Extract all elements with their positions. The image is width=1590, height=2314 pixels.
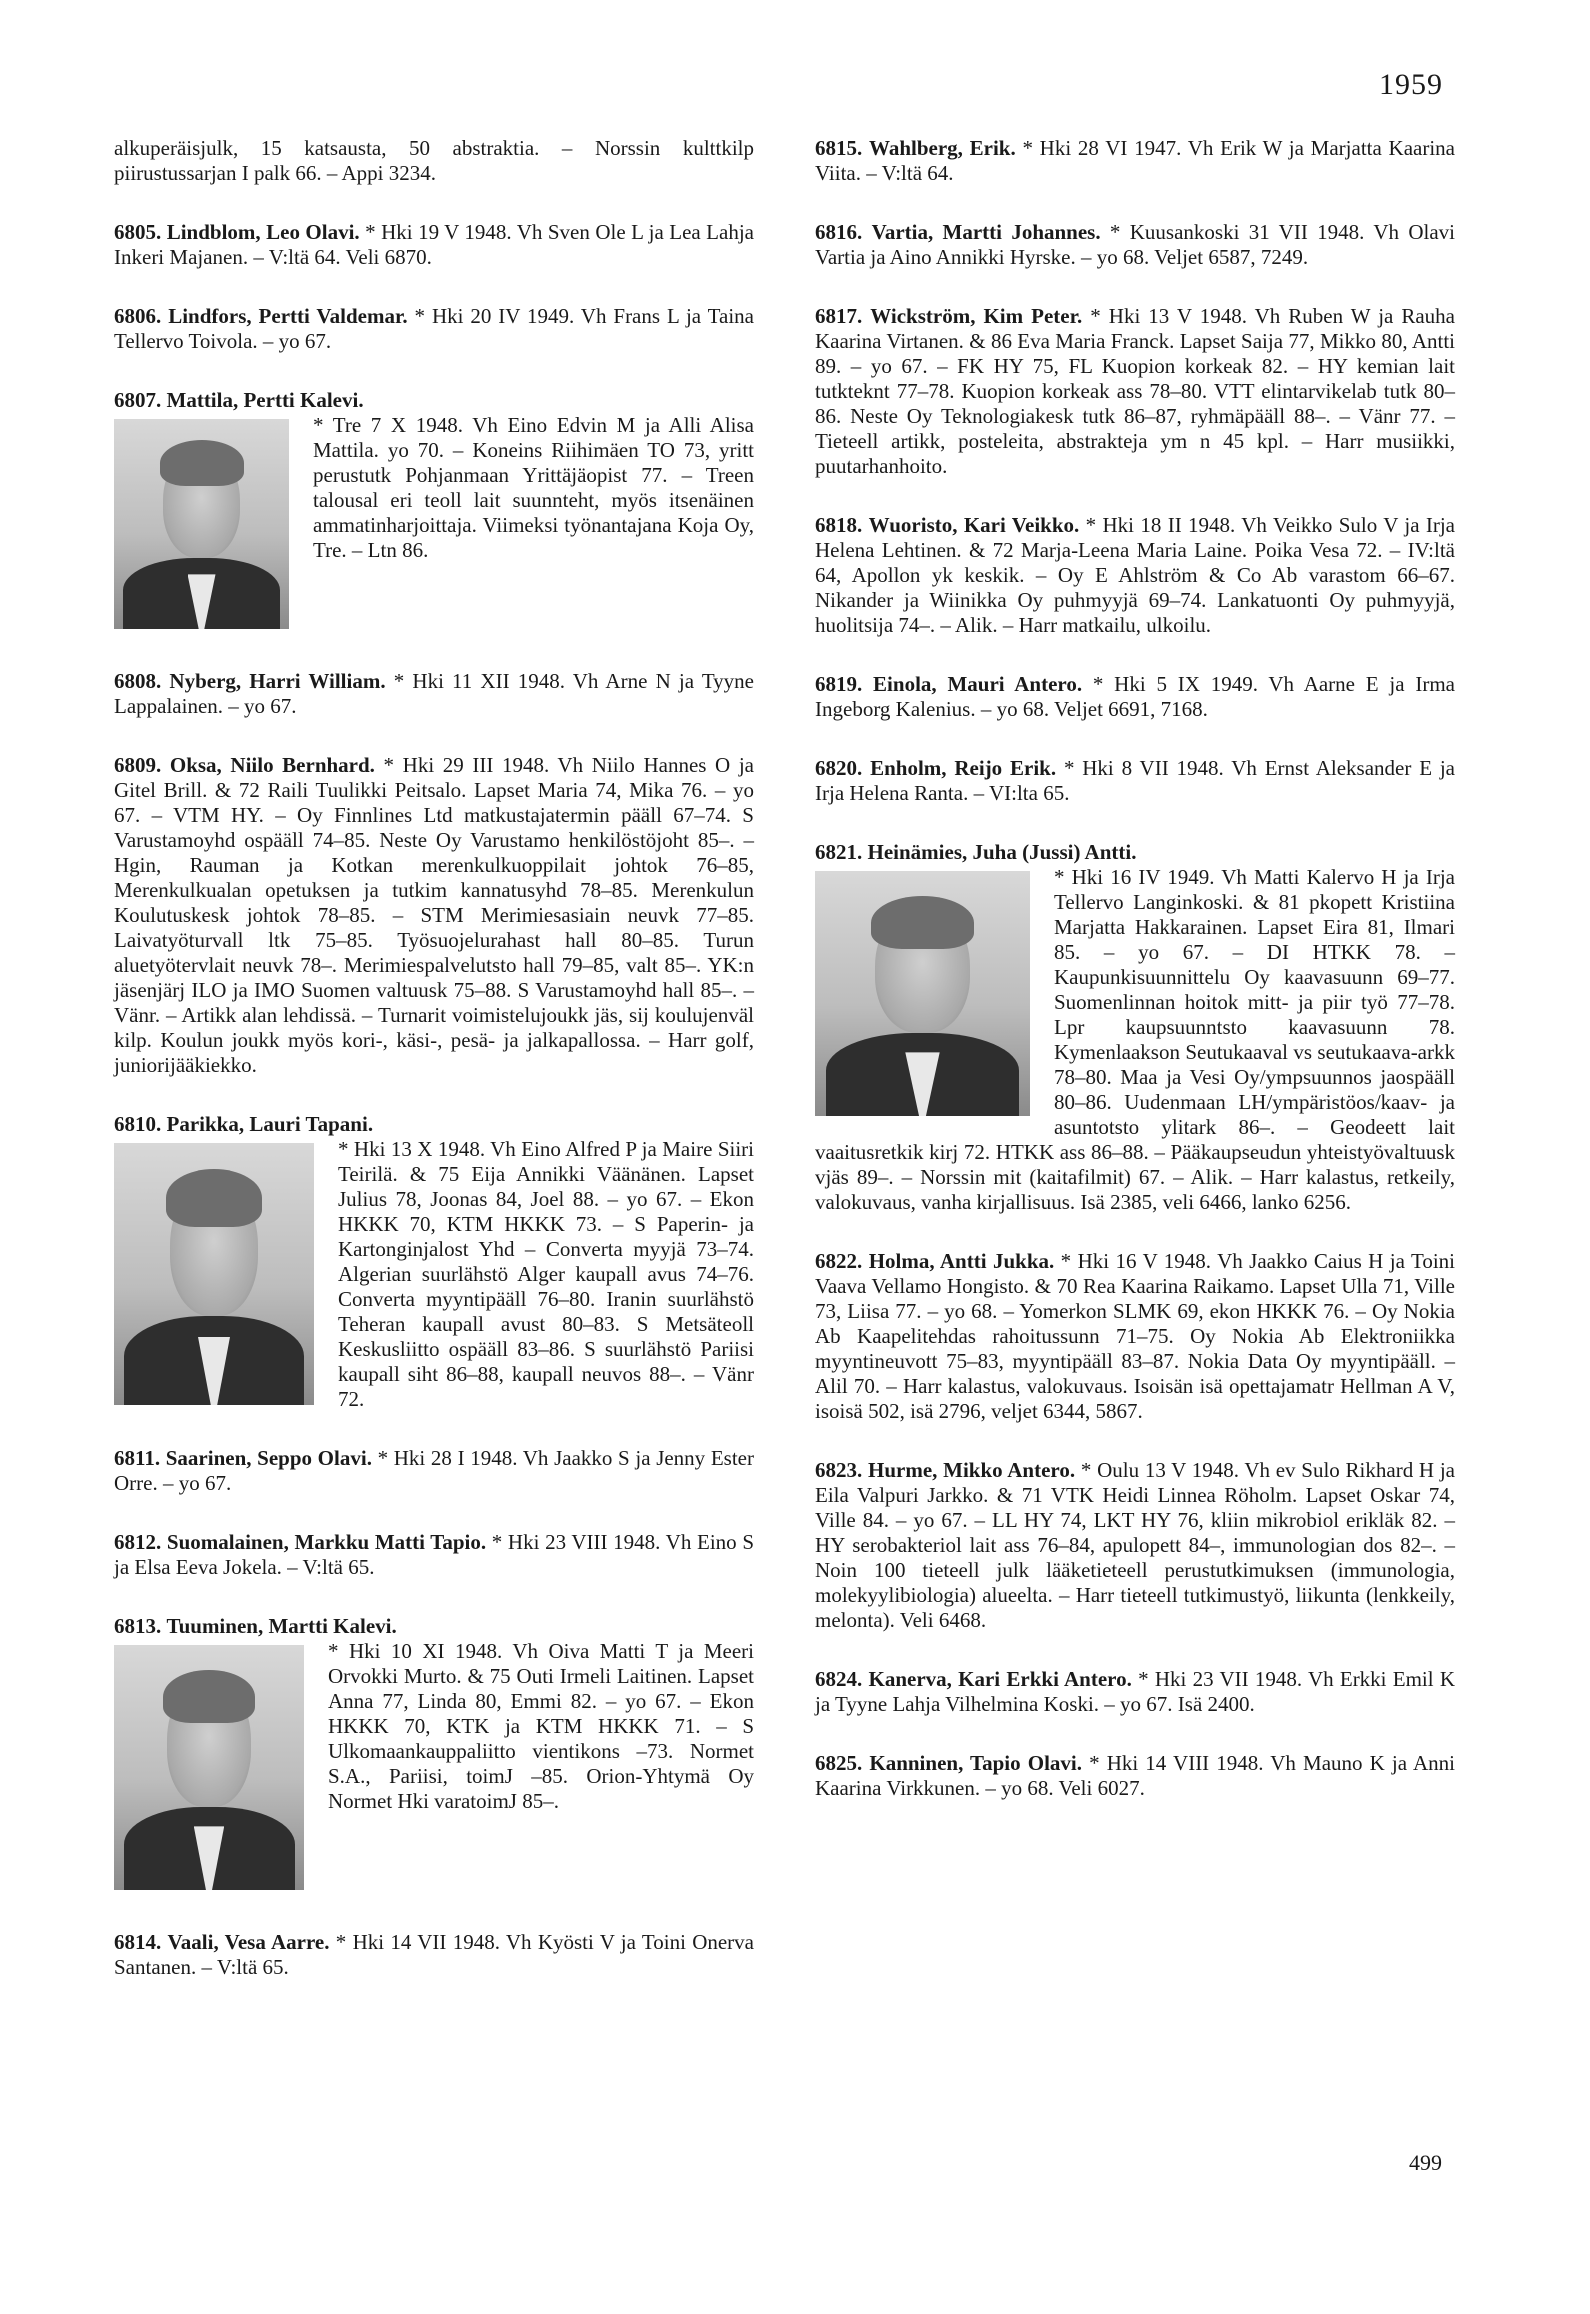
entry-number: 6808. bbox=[114, 669, 162, 693]
entry-6824 bbox=[815, 1667, 1455, 1717]
entry-heading bbox=[114, 388, 754, 413]
entry-name: Wahlberg, Erik. bbox=[868, 136, 1016, 160]
entry-6812 bbox=[114, 1530, 754, 1580]
entry-6816 bbox=[815, 220, 1455, 270]
entry-6825 bbox=[815, 1751, 1455, 1801]
entry-fragment bbox=[114, 136, 754, 186]
entry-text: alkuperäisjulk, 15 katsausta, 50 abstraktia. – Norssin kulttkilp piirustussarjan I palk 66. – Appi 3234. bbox=[114, 136, 754, 185]
entry-6809 bbox=[114, 753, 754, 1078]
entry-text: * Hki 29 III 1948. Vh Niilo Hannes O ja Gitel Brill. & 72 Raili Tuulikki Peitsalo. Lapset Maria 74, Mika 76. – yo 67. – VTM HY. – Oy Finnlines Ltd matkustajatermin pääll 67–74. S Varustamoyhd ospääll 74–85. Neste Oy Varustamo henkilöstöjoht 85–. – Hgin, Rauman ja Kotkan merenkulkuoppilait johtok 76–85, Merenkulkualan opetuksen ja tutkim kannatusyhd 78–85. Merenkulun Koulutuskesk johtok 78–85. – STM Merimiesasiain neuvk 77–85. Laivatyöturvall ltk 75–85. Työsuojelurahast hall 80–85. Turun aluetyötervlait neuvk 78–. Merimiespalvelutsto hall 79–85, valt 85–. YK:n jäsenjärj ILO ja IMO Suomen valtuusk 75–88. S Varustamoyhd hall 85–. – Vänr. – Artikk alan lehdissä. – Turnarit voimistelujoukk jäs, sij koulujenväl kilp. Koulun joukk myös kori-, käsi-, pesä- ja jalkapallossa. – Harr golf, juniorijääkiekko. bbox=[114, 753, 754, 1077]
entry-number: 6811. bbox=[114, 1446, 161, 1470]
entry-6817 bbox=[815, 304, 1455, 479]
entry-text: * Hki 14 VII 1948. Vh Kyösti V ja Toini Onerva Santanen. – V:ltä 65. bbox=[114, 1930, 754, 1979]
entry-heading bbox=[815, 840, 1455, 865]
entry-number: 6813. bbox=[114, 1614, 162, 1638]
entry-6822 bbox=[815, 1249, 1455, 1424]
entry-text: * Hki 8 VII 1948. Vh Ernst Aleksander E ja Irja Helena Ranta. – VI:lta 65. bbox=[815, 756, 1456, 805]
header-year: 1959 bbox=[1379, 68, 1443, 101]
entry-6806 bbox=[114, 304, 754, 354]
entry-name: Mattila, Pertti Kalevi. bbox=[166, 388, 364, 412]
entry-text: * Tre 7 X 1948. Vh Eino Edvin M ja Alli Alisa Mattila. yo 70. – Koneins Riihimäen TO 73, yritt perustutk Pohjanmaan Yrittäjäopist 77. – Treen talousal eri teoll lait suunnteht, myös itsenäinen ammatinharjoittaja. Viimeksi työnantajana Koja Oy, Tre. – Ltn 86. bbox=[313, 413, 754, 562]
entry-6807 bbox=[114, 388, 754, 635]
entry-name: Vaali, Vesa Aarre. bbox=[167, 1930, 330, 1954]
entry-number: 6812. bbox=[114, 1530, 162, 1554]
entry-number: 6825. bbox=[815, 1751, 863, 1775]
entry-text: * Oulu 13 V 1948. Vh ev Sulo Rikhard H ja Eila Valpuri Jarkko. & 71 VTK Heidi Linnea Röholm. Lapset Oskar 74, Ville 84. – yo 67. – LL HY 74, LKT HY 76, kliin mikrobiol erikläk 82. – HY serobakteriol lait ass 76–84, apulopett 84–, immunologian dos 82–. – Noin 100 tieteell julk lääketieteell perustutkimuksen (immunologia, molekyylibiologia) alueelta. – Harr tieteell tutkimustyö, liikunta (lenkkeily, melonta). Veli 6468. bbox=[815, 1458, 1455, 1632]
portrait-photo bbox=[114, 1143, 314, 1405]
entry-number: 6814. bbox=[114, 1930, 162, 1954]
entry-heading bbox=[114, 1614, 754, 1639]
entry-text: * Hki 13 X 1948. Vh Eino Alfred P ja Maire Siiri Teirilä. & 75 Eija Annikki Väänänen. Lapset Julius 78, Joonas 84, Joel 88. – yo 67. – Ekon HKKK 70, KTM HKKK 73. – S Paperin- ja Kartonginjalost Yhd – Converta myyjä 73–74. Algerian suurlähstö Alger kaupall avus 74–76. Converta myyntipääll 76–80. Iranin suurlähstö Teheran kaupall avust 80–83. S Metsäteoll Keskusliitto ospääll 83–86. S suurlähstö Pariisi kaupall siht 86–88, kaupall neuvos 88–. – Vänr 72. bbox=[338, 1137, 754, 1411]
entry-name: Lindblom, Leo Olavi. bbox=[166, 220, 360, 244]
entry-6820 bbox=[815, 756, 1455, 806]
entry-6821 bbox=[815, 840, 1455, 1215]
entry-number: 6816. bbox=[815, 220, 863, 244]
entry-number: 6817. bbox=[815, 304, 863, 328]
entry-number: 6823. bbox=[815, 1458, 863, 1482]
entry-text: * Hki 19 V 1948. Vh Sven Ole L ja Lea Lahja Inkeri Majanen. – V:ltä 64. Veli 6870. bbox=[114, 220, 754, 269]
entry-number: 6820. bbox=[815, 756, 863, 780]
entry-6815 bbox=[815, 136, 1455, 186]
entry-heading bbox=[114, 1112, 754, 1137]
entry-name: Holma, Antti Jukka. bbox=[868, 1249, 1055, 1273]
entry-name: Kanerva, Kari Erkki Antero. bbox=[868, 1667, 1132, 1691]
entry-text: * Hki 16 V 1948. Vh Jaakko Caius H ja Toini Vaava Vellamo Hongisto. & 70 Rea Kaarina Raikamo. Lapset Ulla 71, Ville 73, Liisa 77. – yo 68. – Yomerkon SLMK 69, ekon HKKK 76. – Oy Nokia Ab Kaapelitehdas rahoitussunn 71–75. Oy Nokia Ab Elektroniikka myyntineuvott 75–83, myyntipääll 83–87. Nokia Data Oy myyntipääll. – Alil 70. – Harr kalastus, valokuvaus. Isoisän isä opettajamatr Hellman A V, isoisä 502, isä 2796, veljet 6344, 5867. bbox=[815, 1249, 1455, 1423]
page-number: 499 bbox=[1409, 2150, 1442, 2175]
entry-text: * Hki 10 XI 1948. Vh Oiva Matti T ja Meeri Orvokki Murto. & 75 Outi Irmeli Laitinen. Lapset Anna 77, Linda 80, Emmi 82. – yo 67. – Ekon HKKK 70, KTK ja KTM HKKK 71. – S Ulkomaankauppaliitto vientikons –73. Normet S.A., Pariisi, toimJ –85. Orion-Yhtymä Oy Normet Hki varatoimJ 85–. bbox=[328, 1639, 754, 1813]
entry-text: * Hki 23 VII 1948. Vh Erkki Emil K ja Tyyne Lahja Vilhelmina Koski. – yo 67. Isä 2400. bbox=[815, 1667, 1456, 1716]
entry-name: Heinämies, Juha (Jussi) Antti. bbox=[867, 840, 1137, 864]
entry-name: Wickström, Kim Peter. bbox=[870, 304, 1083, 328]
entry-number: 6821. bbox=[815, 840, 863, 864]
entry-name: Saarinen, Seppo Olavi. bbox=[165, 1446, 372, 1470]
left-column bbox=[114, 136, 754, 2014]
entry-6813 bbox=[114, 1614, 754, 1896]
right-column bbox=[815, 136, 1455, 1835]
entry-name: Einola, Mauri Antero. bbox=[873, 672, 1083, 696]
entry-name: Nyberg, Harri William. bbox=[169, 669, 386, 693]
entry-6823 bbox=[815, 1458, 1455, 1633]
entry-6810 bbox=[114, 1112, 754, 1412]
entry-text: * Hki 5 IX 1949. Vh Aarne E ja Irma Ingeborg Kalenius. – yo 68. Veljet 6691, 7168. bbox=[815, 672, 1455, 721]
entry-text: * Kuusankoski 31 VII 1948. Vh Olavi Vartia ja Aino Annikki Hyrske. – yo 68. Veljet 6587, 7249. bbox=[815, 220, 1455, 269]
entry-number: 6822. bbox=[815, 1249, 863, 1273]
entry-number: 6805. bbox=[114, 220, 162, 244]
entry-name: Enholm, Reijo Erik. bbox=[870, 756, 1057, 780]
entry-number: 6819. bbox=[815, 672, 863, 696]
entry-6814 bbox=[114, 1930, 754, 1980]
entry-text: * Hki 14 VIII 1948. Vh Mauno K ja Anni Kaarina Virkkunen. – yo 68. Veli 6027. bbox=[815, 1751, 1455, 1800]
portrait-photo bbox=[114, 1645, 304, 1890]
entry-number: 6807. bbox=[114, 388, 162, 412]
entry-number: 6815. bbox=[815, 136, 863, 160]
entry-number: 6824. bbox=[815, 1667, 863, 1691]
entry-name: Suomalainen, Markku Matti Tapio. bbox=[166, 1530, 487, 1554]
entry-name: Tuuminen, Martti Kalevi. bbox=[166, 1614, 397, 1638]
entry-name: Parikka, Lauri Tapani. bbox=[166, 1112, 374, 1136]
entry-6808 bbox=[114, 669, 754, 719]
entry-name: Wuoristo, Kari Veikko. bbox=[868, 513, 1080, 537]
entry-6811 bbox=[114, 1446, 754, 1496]
entry-name: Lindfors, Pertti Valdemar. bbox=[168, 304, 408, 328]
entry-text: * Hki 18 II 1948. Vh Veikko Sulo V ja Irja Helena Lehtinen. & 72 Marja-Leena Maria Laine. Poika Vesa 72. – IV:ltä 64, Apollon yk keskik. – Oy E Ahlström & Co Ab varastom 66–67. Nikander ja Wiinikka Oy puhmyyjä 69–74. Lankatuonti Oy puhmyyjä, huolitsija 74–. – Alik. – Harr matkailu, ulkoilu. bbox=[815, 513, 1456, 637]
entry-6805 bbox=[114, 220, 754, 270]
entry-text: * Hki 13 V 1948. Vh Ruben W ja Rauha Kaarina Virtanen. & 86 Eva Maria Franck. Lapset Saija 77, Mikko 80, Antti 89. – yo 67. – FK HY 75, FL Kuopion korkeak 82. – HY kemian lait tutkteknt 77–78. Kuopion korkeak ass 78–80. VTT elintarvikelab tutk 80–86. Neste Oy Teknologiakesk tutk 86–87, ryhmäpääll 88–. – Vänr 77. – Tieteell artikk, posteleita, abstrakteja ym n 45 kpl. – Harr musiikki, puutarhanhoito. bbox=[815, 304, 1456, 478]
entry-text: * Hki 23 VIII 1948. Vh Eino S ja Elsa Eeva Jokela. – V:ltä 65. bbox=[114, 1530, 754, 1579]
entry-name: Kanninen, Tapio Olavi. bbox=[869, 1751, 1082, 1775]
portrait-photo bbox=[815, 871, 1030, 1116]
entry-number: 6809. bbox=[114, 753, 162, 777]
entry-text: * Hki 11 XII 1948. Vh Arne N ja Tyyne Lappalainen. – yo 67. bbox=[114, 669, 754, 718]
entry-text: * Hki 16 IV 1949. Vh Matti Kalervo H ja Irja Tellervo Langinkoski. & 81 pkopett Kristiina Marjatta Hakkarainen. Lapset Eira 81, Ilmari 85. – yo 67. – DI HTKK 78. – Kaupunkisuunnittelu Oy kaavasuunn 69–77. Suomenlinnan hoitok mitt- ja piir työ 77–78. Lpr kaupsuunntsto kaavasuunn 78. Kymenlaakson Seutukaaval vs seutukaava-arkk 78–80. Maa ja Vesi Oy/ympsuunnos jaospääll 80–86. Uudenmaan LH/ympäristöos/kaav- ja asuntotsto ylitark 86–. – Geodeett lait vaaitusretkik kirj 72. HTKK ass 86–88. – Pääkaupseudun yhteistyövaltuusk vjäs 89–. – Norssin mit (kaitafilmit) 67. – Alik. – Harr kalastus, retkeily, valokuvaus, vanha kirjallisuus. Isä 2385, veli 6466, lanko 6256. bbox=[815, 865, 1455, 1214]
entry-name: Hurme, Mikko Antero. bbox=[868, 1458, 1076, 1482]
entry-text: * Hki 28 I 1948. Vh Jaakko S ja Jenny Ester Orre. – yo 67. bbox=[114, 1446, 754, 1495]
entry-6819 bbox=[815, 672, 1455, 722]
portrait-photo bbox=[114, 419, 289, 629]
entry-6818 bbox=[815, 513, 1455, 638]
entry-text: * Hki 28 VI 1947. Vh Erik W ja Marjatta Kaarina Viita. – V:ltä 64. bbox=[815, 136, 1455, 185]
entry-name: Vartia, Martti Johannes. bbox=[871, 220, 1101, 244]
entry-name: Oksa, Niilo Bernhard. bbox=[169, 753, 375, 777]
entry-number: 6806. bbox=[114, 304, 162, 328]
entry-text: * Hki 20 IV 1949. Vh Frans L ja Taina Tellervo Toivola. – yo 67. bbox=[114, 304, 754, 353]
entry-number: 6810. bbox=[114, 1112, 162, 1136]
entry-number: 6818. bbox=[815, 513, 863, 537]
